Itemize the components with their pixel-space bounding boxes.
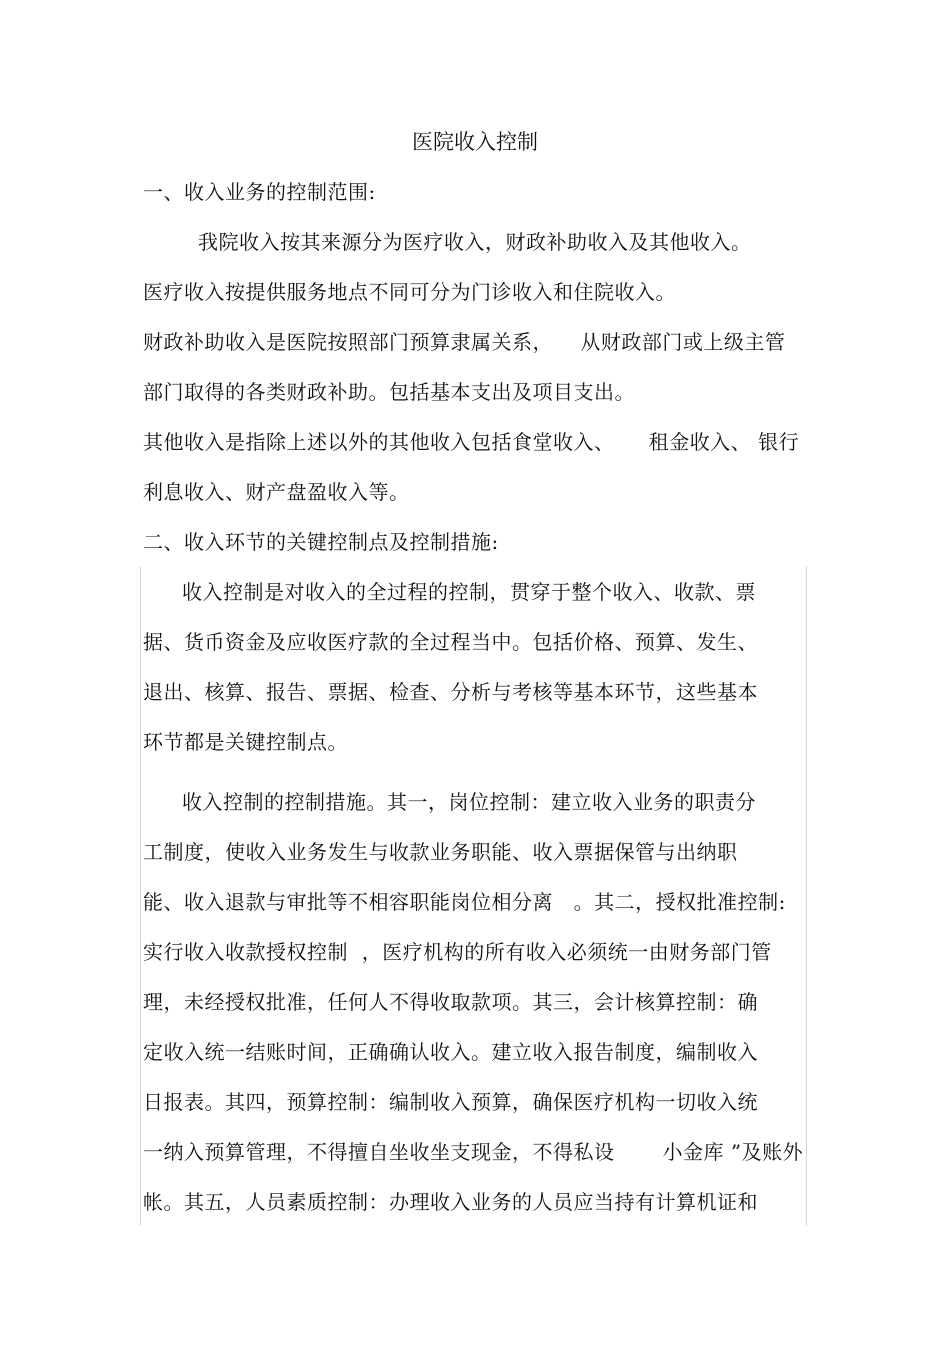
section1-line: 财政补助收入是医院按照部门预算隶属关系， 从财政部门或上级主管 (143, 330, 786, 354)
section1-line: 我院收入按其来源分为医疗收入，财政补助收入及其他收入。 (198, 230, 752, 254)
paragraph1-line: 收入控制是对收入的全过程的控制，贯穿于整个收入、收款、票 (182, 580, 756, 604)
section2-heading: 二、收入环节的关键控制点及控制措施: (143, 530, 499, 554)
paragraph2-line: 帐。其五，人员素质控制：办理收入业务的人员应当持有计算机证和 (143, 1190, 758, 1214)
document-title: 医院收入控制 (412, 130, 538, 154)
paragraph2-line: 日报表。其四，预算控制：编制收入预算，确保医疗机构一切收入统 (143, 1090, 758, 1114)
paragraph2-line: 定收入统一结账时间，正确确认收入。建立收入报告制度，编制收入 (143, 1040, 758, 1064)
paragraph2-line: 能、收入退款与审批等不相容职能岗位相分离 。其二，授权批准控制: (143, 890, 786, 914)
text-box-left-edge (140, 566, 141, 1226)
paragraph2-line: 实行收入收款授权控制 ，医疗机构的所有收入必须统一由财务部门管 (143, 940, 772, 964)
paragraph2-line: 工制度，使收入业务发生与收款业务职能、收入票据保管与出纳职 (143, 840, 738, 864)
section1-line: 其他收入是指除上述以外的其他收入包括食堂收入、 租金收入、 银行 (143, 430, 800, 454)
paragraph2-line: 一纳入预算管理，不得擅自坐收坐支现金，不得私设 小金库 ”及账外 (143, 1140, 804, 1164)
paragraph1-line: 退出、核算、报告、票据、检查、分析与考核等基本环节，这些基本 (143, 680, 758, 704)
paragraph1-line: 环节都是关键控制点。 (143, 730, 348, 754)
section1-line: 部门取得的各类财政补助。包括基本支出及项目支出。 (143, 380, 635, 404)
text-box-right-edge (806, 566, 807, 1226)
section1-line: 医疗收入按提供服务地点不同可分为门诊收入和住院收入。 (143, 280, 676, 304)
paragraph2-line: 理，未经授权批准，任何人不得收取款项。其三，会计核算控制：确 (143, 990, 758, 1014)
section1-line: 利息收入、财产盘盈收入等。 (143, 480, 410, 504)
paragraph2-line: 收入控制的控制措施。其一，岗位控制：建立收入业务的职责分 (182, 790, 756, 814)
section1-heading: 一、收入业务的控制范围: (143, 180, 376, 204)
paragraph1-line: 据、货币资金及应收医疗款的全过程当中。包括价格、预算、发生、 (143, 630, 758, 654)
